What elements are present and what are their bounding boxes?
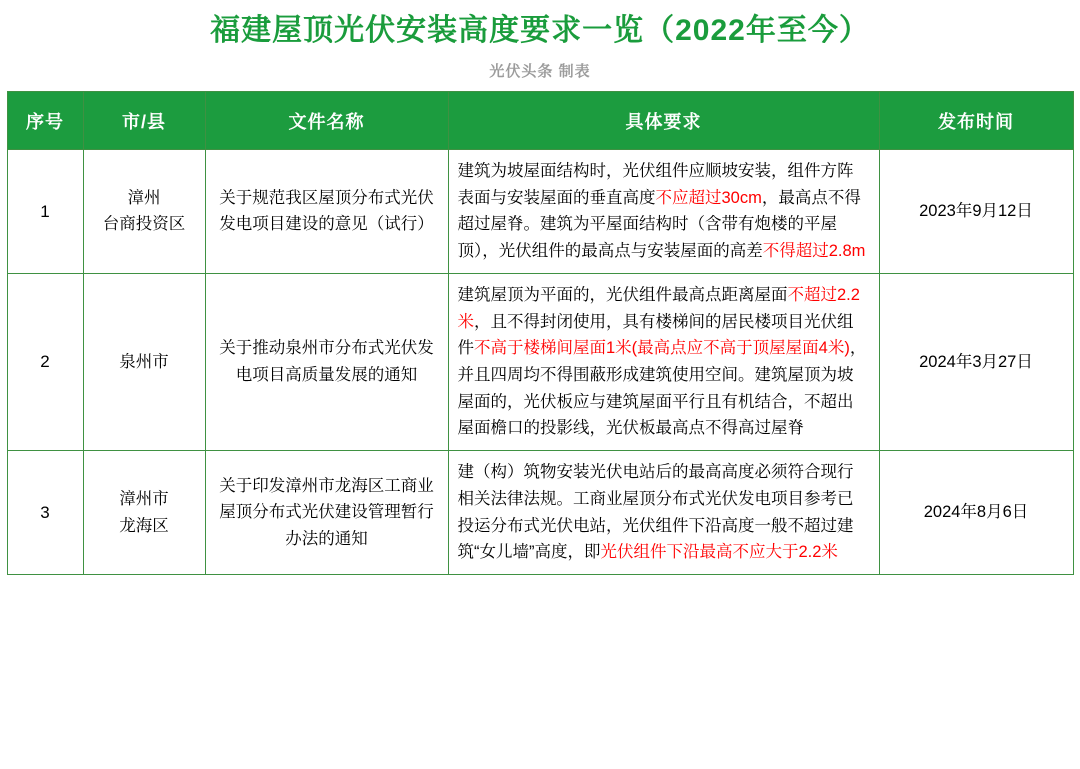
page-subtitle: 光伏头条 制表 bbox=[489, 63, 591, 80]
cell-document: 关于印发漳州市龙海区工商业屋顶分布式光伏建设管理暂行办法的通知 bbox=[205, 451, 448, 575]
cell-index: 3 bbox=[7, 451, 83, 575]
city-line: 龙海区 bbox=[119, 516, 169, 535]
column-header-date: 发布时间 bbox=[879, 92, 1073, 150]
city-line: 漳州 bbox=[127, 188, 161, 207]
cell-city bbox=[83, 150, 205, 274]
requirement-segment: ，并且四周均不得围蔽形成建筑使用空间。建筑屋顶为坡屋面的，光伏板应与建筑屋面平行且有机结合，不超出屋面檐口的投影线，光伏板最高点不得高过屋脊 bbox=[457, 339, 867, 438]
cell-date: 2024年3月27日 bbox=[879, 273, 1073, 450]
regulations-table bbox=[7, 91, 1074, 575]
requirement-segment: 建（构）筑物安装光伏电站后的最高高度必须符合现行相关法律法规。工商业屋顶分布式光伏发电项目参考已投运分布式光伏电站，光伏组件下沿高度一般不超过建筑“女儿墙”高度，即 bbox=[457, 463, 854, 562]
requirement-highlight: 不得超过2.8m bbox=[762, 242, 866, 261]
requirement-segment: ，最高点不得超过屋脊。建筑为平屋面结构时（含带有炮楼的平屋顶），光伏组件的最高点与安装屋面的高差 bbox=[457, 188, 861, 261]
requirement-segment: 建筑屋顶为平面的，光伏组件最高点距离屋面 bbox=[457, 285, 788, 304]
requirement-highlight: 光伏组件下沿最高不应大于2.2米 bbox=[600, 543, 838, 562]
city-line: 漳州市 bbox=[119, 489, 169, 508]
requirement-highlight: 不超过2.2米 bbox=[457, 285, 860, 331]
cell-document: 关于推动泉州市分布式光伏发电项目高质量发展的通知 bbox=[205, 273, 448, 450]
city-line: 台商投资区 bbox=[102, 215, 186, 234]
cell-index: 1 bbox=[7, 150, 83, 274]
table-header-row bbox=[7, 92, 1073, 150]
requirement-segment: 建筑为坡屋面结构时，光伏组件应顺坡安装，组件方阵表面与安装屋面的垂直高度 bbox=[457, 162, 854, 207]
column-header-document: 文件名称 bbox=[205, 92, 448, 150]
city-line: 泉州市 bbox=[119, 352, 169, 371]
table-row bbox=[7, 451, 1073, 575]
table-body bbox=[7, 150, 1073, 575]
cell-city bbox=[83, 273, 205, 450]
cell-date: 2023年9月12日 bbox=[879, 150, 1073, 274]
cell-document: 关于规范我区屋顶分布式光伏发电项目建设的意见（试行） bbox=[205, 150, 448, 274]
table-row bbox=[7, 273, 1073, 450]
cell-requirement bbox=[448, 451, 879, 575]
table-header bbox=[7, 92, 1073, 150]
table-row bbox=[7, 150, 1073, 274]
column-header-index: 序号 bbox=[7, 92, 83, 150]
cell-date: 2024年8月6日 bbox=[879, 451, 1073, 575]
cell-index: 2 bbox=[7, 273, 83, 450]
page-title: 福建屋顶光伏安装高度要求一览（2022年至今） bbox=[210, 14, 870, 47]
cell-city bbox=[83, 451, 205, 575]
requirement-highlight: 不高于楼梯间屋面1米(最高点应不高于顶屋屋面4米) bbox=[474, 339, 850, 358]
requirement-segment: ，且不得封闭使用，具有楼梯间的居民楼项目光伏组件 bbox=[457, 312, 854, 358]
column-header-city: 市/县 bbox=[83, 92, 205, 150]
column-header-requirement: 具体要求 bbox=[448, 92, 879, 150]
cell-requirement bbox=[448, 150, 879, 274]
cell-requirement bbox=[448, 273, 879, 450]
requirement-highlight: 不应超过30cm bbox=[655, 188, 762, 207]
